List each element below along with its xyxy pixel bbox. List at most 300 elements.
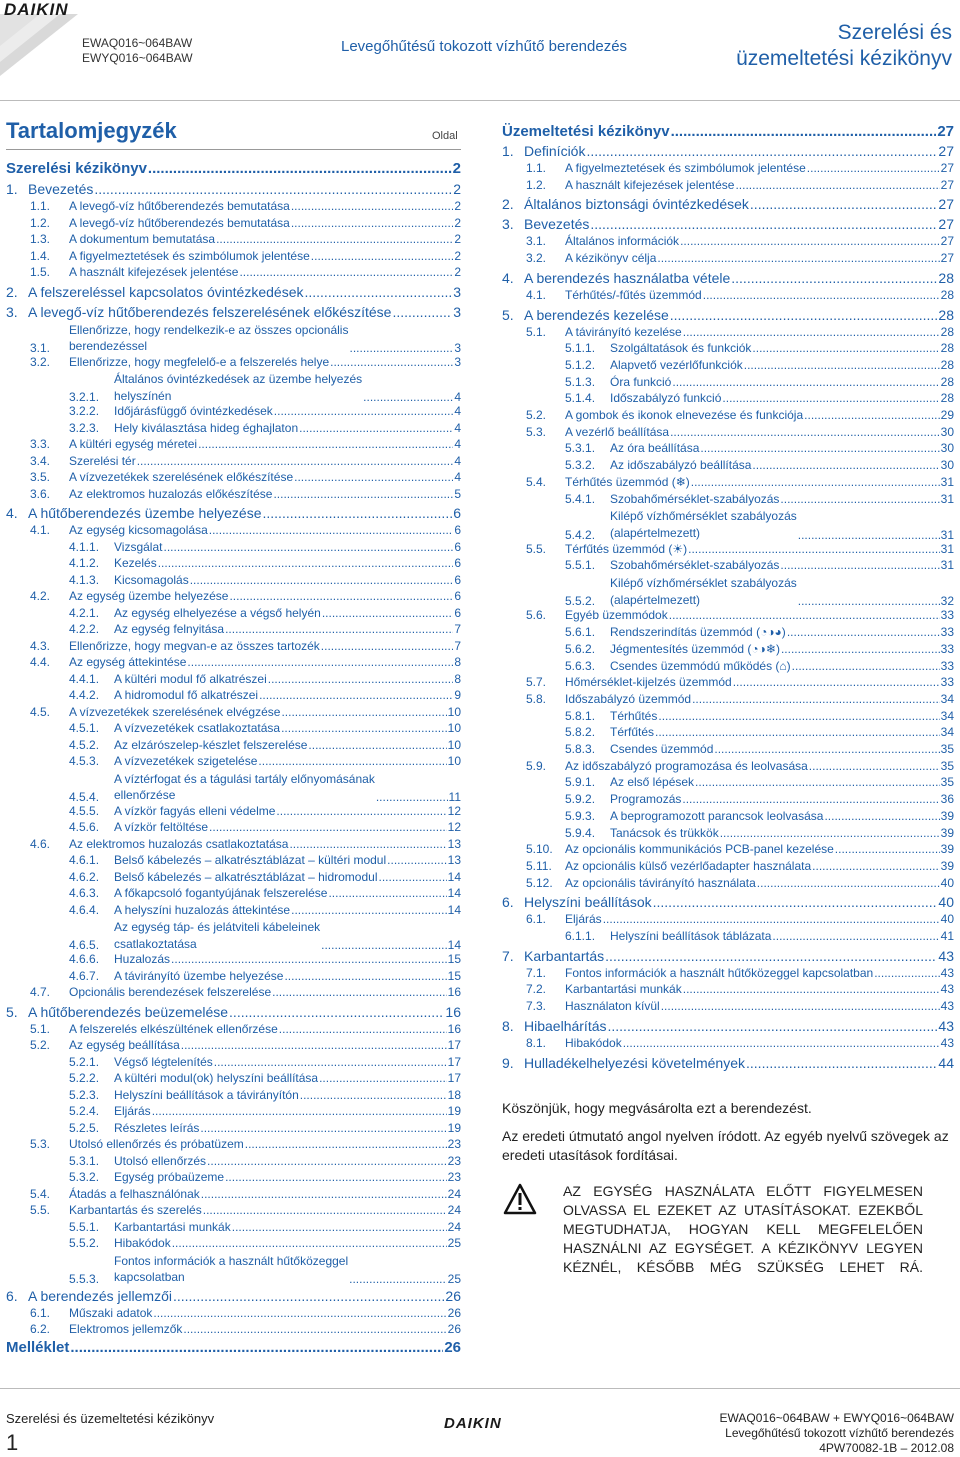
toc-entry[interactable] bbox=[30, 1306, 461, 1320]
toc-entry[interactable] bbox=[526, 759, 954, 773]
toc-entry-number: 5.5. bbox=[30, 1203, 51, 1217]
toc-entry-page: 30 bbox=[940, 424, 954, 439]
toc-leader-dots bbox=[201, 1187, 447, 1201]
toc-entry[interactable] bbox=[565, 809, 954, 823]
toc-entry-title: Az egység beállítása bbox=[69, 1038, 180, 1052]
toc-entry[interactable] bbox=[69, 1154, 461, 1168]
toc-entry-title: A vízvezetékek szerelésének előkészítése bbox=[69, 470, 294, 484]
toc-entry-title: Hibakódok bbox=[114, 1236, 171, 1250]
toc-entry[interactable] bbox=[30, 322, 461, 355]
toc-entry[interactable] bbox=[30, 1322, 461, 1336]
toc-entry-title: Vizsgálat bbox=[114, 539, 163, 554]
toc-entry-title: Ellenőrizze, hogy megvan-e az összes tartozék bbox=[69, 638, 320, 653]
toc-entry[interactable] bbox=[30, 265, 461, 279]
toc-leader-dots bbox=[812, 859, 939, 873]
toc-entry-number: 5.3.1. bbox=[69, 1153, 100, 1168]
toc-entry[interactable] bbox=[526, 982, 954, 996]
toc-entry-page: 2 bbox=[454, 248, 461, 263]
toc-entry[interactable] bbox=[502, 216, 954, 232]
toc-entry[interactable] bbox=[69, 721, 461, 735]
toc-leader-dots bbox=[695, 775, 940, 789]
toc-entry-title bbox=[610, 508, 797, 541]
toc-entry-page: 28 bbox=[940, 391, 954, 406]
toc-entry-title: A távirányító kezelése bbox=[565, 324, 682, 339]
toc-entry-number: 5.9.4. bbox=[565, 825, 596, 840]
toc-leader-dots bbox=[291, 903, 447, 917]
toc-entry[interactable] bbox=[30, 1022, 461, 1036]
footer-models: EWAQ016~064BAW + EWYQ016~064BAW bbox=[719, 1411, 954, 1425]
toc-entry-title: Időszabályzó üzemmód bbox=[565, 691, 692, 706]
toc-entry-page: 14 bbox=[447, 902, 461, 917]
toc-entry-page: 23 bbox=[447, 1153, 461, 1168]
toc-entry-number: 4.2.1. bbox=[69, 605, 100, 620]
toc-entry[interactable] bbox=[69, 1170, 461, 1184]
toc-entry-number: 5.1.4. bbox=[565, 391, 596, 406]
toc-entry-title: Az elektromos huzalozás előkészítése bbox=[69, 486, 273, 501]
toc-entry-number: 3.2. bbox=[526, 251, 547, 266]
toc-leader-dots bbox=[209, 523, 454, 537]
toc-entry-page: 6 bbox=[454, 539, 461, 554]
toc-entry[interactable] bbox=[526, 425, 954, 439]
toc-entry-number: 5. bbox=[502, 306, 514, 323]
toc-leader-dots bbox=[376, 790, 448, 804]
toc-entry-page: 3 bbox=[454, 354, 461, 369]
toc-entry[interactable] bbox=[565, 458, 954, 472]
toc-entry[interactable] bbox=[30, 355, 461, 369]
toc-leader-dots bbox=[163, 540, 453, 554]
toc-entry-number: 4.1. bbox=[30, 523, 51, 537]
toc-entry-title-line: berendezéssel bbox=[69, 339, 148, 353]
toc-entry-number: 5.1. bbox=[30, 1021, 51, 1036]
toc-entry[interactable] bbox=[69, 1104, 461, 1118]
toc-entry[interactable] bbox=[565, 375, 954, 389]
toc-entry-page: 17 bbox=[447, 1071, 461, 1085]
toc-leader-dots bbox=[835, 842, 940, 856]
toc-entry-title: Melléklet bbox=[6, 1338, 70, 1356]
toc-entry-title: A kézikönyv célja bbox=[565, 251, 657, 266]
toc-entry-number: 8. bbox=[502, 1017, 514, 1034]
toc-entry[interactable] bbox=[30, 705, 461, 719]
toc-entry-title: Az elzárószelep-készlet felszerelése bbox=[114, 737, 308, 752]
toc-entry-page: 33 bbox=[940, 608, 954, 623]
toc-entry[interactable] bbox=[526, 251, 954, 265]
toc-entry-title: Egyéb üzemmódok bbox=[565, 608, 668, 623]
toc-entry-number: 5.5.2. bbox=[69, 1236, 100, 1250]
toc-entry-title: Helyszíni beállítások a távirányítón bbox=[114, 1087, 299, 1102]
toc-entry-title: Belső kábelezés – alkatrésztáblázat – kültéri modul bbox=[114, 853, 387, 867]
toc-entry[interactable] bbox=[69, 886, 461, 900]
toc-entry[interactable] bbox=[565, 558, 954, 572]
toc-entry-page: 5 bbox=[454, 486, 461, 501]
toc-entry-number: 3.5. bbox=[30, 470, 51, 484]
toc-entry-title: Eljárás bbox=[114, 1104, 151, 1118]
toc-entry[interactable] bbox=[526, 408, 954, 422]
toc-entry-page: 43 bbox=[940, 982, 954, 997]
toc-entry[interactable] bbox=[69, 870, 461, 884]
toc-entry-title: A beprogramozott parancsok leolvasása bbox=[610, 808, 824, 823]
toc-entry[interactable] bbox=[69, 404, 461, 418]
toc-entry[interactable] bbox=[30, 454, 461, 468]
toc-entry-number: 1. bbox=[6, 181, 18, 197]
toc-entry[interactable] bbox=[69, 540, 461, 554]
toc-entry[interactable] bbox=[30, 487, 461, 501]
toc-entry[interactable] bbox=[565, 391, 954, 405]
toc-entry-title: Helyszíni beállítások bbox=[524, 894, 652, 911]
toc-entry-number: 3.2.3. bbox=[69, 420, 100, 435]
toc-entry[interactable] bbox=[565, 508, 954, 541]
toc-entry[interactable] bbox=[69, 1071, 461, 1085]
toc-entry-title bbox=[114, 919, 320, 952]
toc-entry[interactable] bbox=[30, 1038, 461, 1052]
toc-entry-page: 40 bbox=[940, 875, 954, 890]
toc-entry[interactable] bbox=[69, 820, 461, 834]
toc-entry[interactable] bbox=[6, 505, 461, 521]
toc-entry[interactable] bbox=[30, 1137, 461, 1151]
toc-entry[interactable] bbox=[30, 249, 461, 263]
toc-entry-number: 5.11. bbox=[526, 858, 552, 873]
toc-entry[interactable] bbox=[69, 1253, 461, 1286]
toc-entry-page: 14 bbox=[447, 869, 461, 884]
toc-entry-page: 35 bbox=[940, 775, 954, 790]
toc-entry[interactable] bbox=[526, 675, 954, 689]
toc-entry-number: 5.4. bbox=[30, 1186, 51, 1201]
toc-entry[interactable] bbox=[502, 1055, 954, 1071]
toc-entry-number: 4.4.2. bbox=[69, 688, 100, 702]
toc-entry[interactable] bbox=[69, 738, 461, 752]
toc-entry-page: 8 bbox=[454, 655, 461, 669]
toc-entry-page: 43 bbox=[938, 1017, 954, 1034]
toc-entry[interactable] bbox=[565, 441, 954, 455]
toc-entry-page: 28 bbox=[940, 287, 954, 302]
header-divider bbox=[0, 100, 960, 101]
toc-entry[interactable] bbox=[69, 672, 461, 686]
toc-entry[interactable] bbox=[30, 655, 461, 669]
toc-entry[interactable] bbox=[30, 199, 461, 213]
toc-entry[interactable] bbox=[526, 859, 954, 873]
toc-entry-number: 1.5. bbox=[30, 265, 51, 279]
toc-entry-page: 26 bbox=[447, 1322, 461, 1336]
toc-entry-title: A felszereléssel kapcsolatos óvintézkedések bbox=[28, 283, 304, 300]
toc-entry-title: A gombok és ikonok elnevezése és funkciója bbox=[565, 408, 804, 422]
toc-entry[interactable] bbox=[30, 470, 461, 484]
toc-entry-number: 4.1.1. bbox=[69, 539, 100, 554]
toc-entry[interactable] bbox=[502, 307, 954, 323]
toc-leader-dots bbox=[655, 725, 940, 739]
toc-entry-title: Szobahőmérséklet-szabályozás bbox=[610, 491, 780, 506]
toc-entry[interactable] bbox=[69, 952, 461, 966]
toc-entry-page: 2 bbox=[454, 199, 461, 213]
toc-entry[interactable] bbox=[30, 589, 461, 603]
toc-entry[interactable] bbox=[30, 437, 461, 451]
toc-entry[interactable] bbox=[30, 523, 461, 537]
toc-entry[interactable] bbox=[30, 216, 461, 230]
toc-entry[interactable] bbox=[526, 608, 954, 622]
toc-entry-page: 27 bbox=[937, 123, 954, 140]
toc-entry[interactable] bbox=[502, 123, 954, 140]
toc-entry[interactable] bbox=[69, 1088, 461, 1102]
toc-entry-number: 5.3. bbox=[30, 1137, 51, 1151]
toc-leader-dots bbox=[203, 1203, 447, 1217]
toc-entry[interactable] bbox=[30, 985, 461, 999]
toc-entry-title: Az egység áttekintése bbox=[69, 655, 187, 669]
toc-entry[interactable] bbox=[565, 625, 954, 639]
toc-entry[interactable] bbox=[69, 754, 461, 768]
toc-entry[interactable] bbox=[69, 371, 461, 404]
toc-entry[interactable] bbox=[30, 639, 461, 653]
toc-entry-number: 5.1.1. bbox=[565, 341, 596, 356]
toc-entry-page: 24 bbox=[447, 1203, 461, 1217]
toc-leader-dots bbox=[703, 288, 940, 302]
toc-entry[interactable] bbox=[502, 143, 954, 159]
toc-leader-dots bbox=[299, 421, 453, 435]
toc-entry[interactable] bbox=[526, 912, 954, 926]
toc-entry[interactable] bbox=[526, 325, 954, 339]
toc-entry[interactable] bbox=[69, 903, 461, 917]
toc-entry-title: Csendes üzemmódú működés (⌂) bbox=[610, 658, 791, 673]
toc-entry[interactable] bbox=[69, 853, 461, 867]
toc-entry-page: 13 bbox=[447, 853, 461, 867]
toc-entry[interactable] bbox=[69, 1121, 461, 1135]
toc-entry-number: 2. bbox=[502, 196, 514, 213]
toc-entry[interactable] bbox=[565, 575, 954, 608]
toc-leader-dots bbox=[172, 1236, 447, 1250]
toc-entry-number: 4.6.3. bbox=[69, 886, 100, 900]
toc-entry-number: 5.1.2. bbox=[565, 357, 596, 372]
toc-entry[interactable] bbox=[526, 692, 954, 706]
toc-entry[interactable] bbox=[565, 725, 954, 739]
toc-entry[interactable] bbox=[6, 1004, 461, 1020]
toc-entry[interactable] bbox=[565, 929, 954, 943]
toc-entry[interactable] bbox=[502, 948, 954, 964]
toc-entry-page: 18 bbox=[447, 1087, 461, 1102]
toc-entry-number: 3.3. bbox=[30, 437, 51, 451]
toc-entry[interactable] bbox=[526, 876, 954, 890]
toc-entry[interactable] bbox=[565, 341, 954, 355]
toc-entry[interactable] bbox=[30, 232, 461, 246]
manual-title-line: Szerelési és bbox=[837, 21, 952, 44]
toc-entry[interactable] bbox=[69, 969, 461, 983]
toc-entry[interactable] bbox=[565, 659, 954, 673]
toc-entry-number: 4. bbox=[6, 505, 18, 521]
toc-entry-page: 6 bbox=[453, 505, 461, 521]
toc-entry[interactable] bbox=[6, 284, 461, 300]
toc-entry-number: 5.1.3. bbox=[565, 374, 596, 389]
toc-leader-dots bbox=[691, 475, 940, 489]
toc-entry[interactable] bbox=[69, 421, 461, 435]
toc-entry-title: Az egység kicsomagolása bbox=[69, 523, 208, 537]
toc-leader-dots bbox=[190, 573, 454, 587]
toc-entry-title: Jégmentesítés üzemmód (◔◑❄) bbox=[610, 641, 780, 656]
toc-entry[interactable] bbox=[526, 542, 954, 556]
toc-entry-page: 26 bbox=[444, 1338, 461, 1356]
footer-logo: DAIKIN bbox=[444, 1415, 502, 1432]
toc-entry[interactable] bbox=[69, 771, 461, 804]
toc-entry[interactable] bbox=[526, 234, 954, 248]
toc-leader-dots bbox=[752, 341, 939, 355]
toc-entry-title: Térhűtés üzemmód (❄) bbox=[565, 474, 690, 489]
toc-entry-title: A hidromodul fő alkatrészei bbox=[114, 688, 259, 702]
toc-entry-page: 11 bbox=[448, 789, 461, 804]
toc-entry[interactable] bbox=[565, 792, 954, 806]
toc-leader-dots bbox=[781, 642, 940, 656]
model-line: EWYQ016~064BAW bbox=[82, 51, 193, 65]
toc-entry[interactable] bbox=[526, 1036, 954, 1050]
toc-entry-page: 28 bbox=[940, 324, 954, 339]
toc-leader-dots bbox=[586, 143, 937, 159]
toc-entry-page: 32 bbox=[940, 594, 954, 609]
toc-entry-number: 4.5.2. bbox=[69, 737, 100, 752]
toc-entry[interactable] bbox=[69, 688, 461, 702]
toc-entry[interactable] bbox=[30, 837, 461, 851]
toc-entry-page: 28 bbox=[940, 357, 954, 372]
toc-leader-dots bbox=[291, 199, 454, 213]
toc-entry[interactable] bbox=[30, 1203, 461, 1217]
toc-entry-title: Térhűtés/-fűtés üzemmód bbox=[565, 287, 702, 302]
toc-entry[interactable] bbox=[69, 1236, 461, 1250]
toc-entry-number: 4.2. bbox=[30, 589, 51, 603]
toc-entry-number: 7. bbox=[502, 947, 514, 964]
toc-entry[interactable] bbox=[69, 622, 461, 636]
translation-note: Az eredeti útmutató angol nyelven íródott. Az egyéb nyelvű szövegek az eredeti utasítások fordításai. bbox=[502, 1128, 949, 1163]
footer-manual-title: Szerelési és üzemeltetési kézikönyv bbox=[6, 1411, 215, 1426]
toc-leader-dots bbox=[671, 123, 937, 140]
toc-entry-page: 40 bbox=[940, 912, 954, 927]
toc-entry-number: 4.1. bbox=[526, 287, 547, 302]
toc-entry-number: 1.1. bbox=[526, 161, 547, 175]
toc-leader-dots bbox=[787, 625, 940, 639]
toc-leader-dots bbox=[311, 249, 454, 263]
toc-entry-page: 16 bbox=[445, 1003, 461, 1020]
toc-entry-title: Hibakódok bbox=[565, 1035, 622, 1050]
toc-entry[interactable] bbox=[6, 181, 461, 197]
toc-entry-title: Ellenőrizze, hogy megfelelő-e a felszerelés helye bbox=[69, 354, 330, 369]
toc-entry[interactable] bbox=[30, 1187, 461, 1201]
toc-leader-dots bbox=[187, 655, 453, 669]
toc-entry-title: Az időszabályzó programozása és leolvasása bbox=[565, 758, 808, 773]
toc-entry-title: A levegő-víz hűtőberendezés bemutatása bbox=[69, 215, 290, 230]
toc-entry-page: 36 bbox=[940, 792, 954, 807]
toc-entry-page: 39 bbox=[940, 858, 954, 873]
toc-entry[interactable] bbox=[526, 178, 954, 192]
toc-entry-number: 4.6. bbox=[30, 836, 51, 851]
toc-leader-dots bbox=[722, 391, 939, 405]
toc-leader-dots bbox=[273, 487, 453, 501]
toc-entry[interactable] bbox=[69, 573, 461, 587]
toc-entry[interactable] bbox=[69, 606, 461, 620]
toc-entry[interactable] bbox=[565, 826, 954, 840]
toc-entry-page: 43 bbox=[940, 965, 954, 980]
toc-entry[interactable] bbox=[6, 160, 461, 177]
toc-entry-number: 1.1. bbox=[30, 199, 51, 213]
toc-entry-title: Az óra beállítása bbox=[610, 441, 700, 456]
toc-entry[interactable] bbox=[6, 304, 461, 320]
toc-leader-dots bbox=[279, 1022, 447, 1036]
toc-entry[interactable] bbox=[565, 775, 954, 789]
toc-entry-page: 4 bbox=[454, 420, 461, 435]
toc-entry-title: A berendezés használatba vétele bbox=[524, 269, 731, 286]
toc-entry[interactable] bbox=[565, 742, 954, 756]
toc-entry[interactable] bbox=[6, 1288, 461, 1304]
toc-entry[interactable] bbox=[502, 894, 954, 910]
toc-entry-page: 31 bbox=[940, 527, 954, 542]
toc-entry[interactable] bbox=[69, 1055, 461, 1069]
toc-entry[interactable] bbox=[69, 1220, 461, 1234]
toc-entry-page: 43 bbox=[940, 999, 954, 1014]
toc-entry[interactable] bbox=[526, 475, 954, 489]
toc-leader-dots bbox=[780, 558, 939, 572]
toc-entry[interactable] bbox=[526, 842, 954, 856]
toc-entry[interactable] bbox=[565, 492, 954, 506]
toc-entry-title: Térfűtés üzemmód (☀) bbox=[565, 541, 688, 556]
toc-entry-title: Eljárás bbox=[565, 912, 602, 927]
toc-entry-title-line: kapcsolatban bbox=[114, 1270, 185, 1284]
logo-wordmark: DAIKIN bbox=[4, 0, 69, 19]
toc-entry-number: 5.3. bbox=[526, 424, 547, 439]
toc-entry-page: 34 bbox=[940, 725, 954, 740]
toc-entry-number: 5.2.2. bbox=[69, 1071, 100, 1085]
toc-entry-page: 6 bbox=[454, 523, 461, 537]
toc-entry[interactable] bbox=[6, 1339, 461, 1356]
toc-leader-dots bbox=[152, 1104, 447, 1118]
toc-entry-number: 3.4. bbox=[30, 453, 51, 468]
toc-entry-page: 35 bbox=[940, 742, 954, 756]
toc-leader-dots bbox=[720, 826, 940, 840]
toc-entry-page: 43 bbox=[938, 947, 954, 964]
toc-leader-dots bbox=[349, 1272, 447, 1286]
toc-entry[interactable] bbox=[526, 999, 954, 1013]
toc-entry[interactable] bbox=[502, 196, 954, 212]
toc-entry[interactable] bbox=[565, 709, 954, 723]
toc-entry-page: 25 bbox=[447, 1236, 461, 1250]
toc-entry-number: 5.2.5. bbox=[69, 1120, 100, 1135]
toc-entry[interactable] bbox=[502, 1018, 954, 1034]
toc-entry-title: Általános biztonsági óvintézkedések bbox=[524, 196, 749, 213]
toc-entry-number: 5.6.1. bbox=[565, 625, 596, 640]
toc-entry-page: 27 bbox=[940, 234, 954, 249]
toc-leader-dots bbox=[214, 1055, 447, 1069]
toc-entry[interactable] bbox=[69, 804, 461, 818]
toc-entry[interactable] bbox=[565, 642, 954, 656]
toc-entry-page: 33 bbox=[940, 625, 954, 640]
toc-leader-dots bbox=[682, 792, 939, 806]
toc-entry-title: Rendszerindítás üzemmód (◔◑◕) bbox=[610, 625, 786, 640]
toc-entry-title: Csendes üzemmód bbox=[610, 742, 714, 756]
toc-entry[interactable] bbox=[69, 556, 461, 570]
model-numbers bbox=[82, 36, 193, 66]
toc-divider bbox=[6, 149, 461, 150]
toc-entry[interactable] bbox=[69, 919, 461, 952]
toc-entry[interactable] bbox=[565, 358, 954, 372]
toc-entry[interactable] bbox=[526, 966, 954, 980]
toc-entry[interactable] bbox=[502, 270, 954, 286]
toc-entry-title: Szerelési kézikönyv bbox=[6, 160, 147, 177]
toc-leader-dots bbox=[608, 1018, 938, 1034]
toc-entry-title: Átadás a felhasználónak bbox=[69, 1186, 200, 1201]
toc-entry-title: Bevezetés bbox=[524, 216, 590, 233]
toc-entry-page: 19 bbox=[447, 1120, 461, 1135]
toc-entry-number: 6.1. bbox=[30, 1305, 51, 1320]
toc-entry-number: 5.4.1. bbox=[565, 491, 596, 506]
toc-entry-title: Az opcionális külső vezérlőadapter használata bbox=[565, 858, 812, 873]
toc-entry-title: Az első lépések bbox=[610, 775, 695, 790]
toc-entry-page: 34 bbox=[940, 691, 954, 706]
toc-entry-title: A helyszíni huzalozás áttekintése bbox=[114, 902, 291, 917]
toc-entry-number: 1.2. bbox=[526, 177, 547, 192]
toc-entry-number: 6.1. bbox=[526, 912, 547, 927]
toc-entry[interactable] bbox=[526, 161, 954, 175]
toc-entry[interactable] bbox=[526, 288, 954, 302]
toc-entry-page: 27 bbox=[938, 196, 954, 213]
